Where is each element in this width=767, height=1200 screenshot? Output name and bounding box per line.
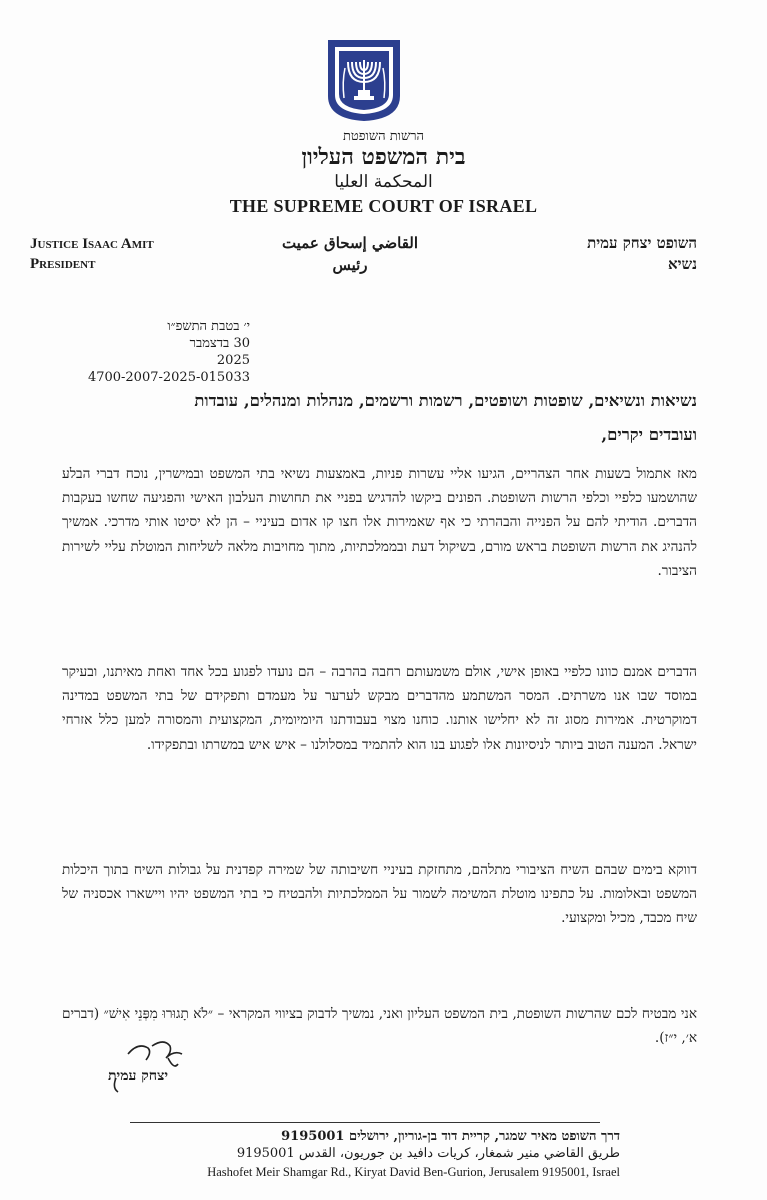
paragraph-2-text: הדברים אמנם כוונו כלפיי באופן אישי, אולם משמעותם רחבה בהרבה – הם נועדו לפגוע בכל אחד ואחת מאיתנו, ובעיקר במוסד שבו אנו משרתים. המסר המשתמע מהדברים מבקש לערער על מעמדם ותפקידם של בתי המשפט במדינה דמוקרטית. אמירות מסוג זה לא יחלישו אותנו. כוחנו מצוי בעבודתנו היומיומית, המקצועית והמסורה למען כלל אזרחי ישראל. המענה הטוב ביותר לניסיונות אלו לפגוע בנו הוא להתמיד במסלולנו – איש איש במשרתו ובתפקידו. [62,664,697,753]
paragraph-4-text: אני מבטיח לכם שהרשות השופטת, בית המשפט העליון ואני, נמשיך לדבוק בציווי המקראי – ״לֹא תָגוּרוּ מִפְּנֵי אִישׁ״ (דברים א׳, י״ז). [62,1006,697,1047]
paragraph-3 [62,858,697,931]
author-hebrew [587,233,697,275]
state-emblem-icon [326,38,402,122]
paragraph-2 [62,660,697,757]
footer-divider [130,1122,600,1123]
address-hebrew: דרך השופט מאיר שמגר, קריית דוד בן-גוריון, ירושלים 9195001 [281,1129,620,1144]
date-block [70,318,250,386]
author-hebrew-role: נשיא [667,255,697,273]
author-english-name: Justice Isaac Amit [30,236,154,252]
hebrew-date: י׳ בטבת התשפ״ו [167,319,250,334]
paragraph-1 [62,462,697,583]
gregorian-date: 30 בדצמבר [189,336,250,351]
address-english: Hashofet Meir Shamgar Rd., Kiryat David Ben-Gurion, Jerusalem 9195001, Israel [207,1165,620,1179]
author-english [30,234,154,274]
judiciary-title: הרשות השופטת [342,129,425,144]
signature-name: יצחק עמית [108,1068,169,1084]
author-arabic-role: رئيس [332,256,368,274]
court-title-hebrew: בית המשפט העליון [301,144,466,170]
author-hebrew-name: השופט יצחק עמית [587,234,697,252]
author-arabic [250,232,450,276]
court-title-english: THE SUPREME COURT OF ISRAEL [229,196,538,216]
reference-number: 4700-2007-2025-015033 [87,370,250,385]
author-english-role: President [30,256,96,272]
court-title-arabic: المحكمة العليا [334,172,433,192]
salutation-line-1: נשיאות ונשיאים, שופטות ושופטים, רשמות ורשמים, מנהלות ומנהלים, עובדות [194,391,697,410]
address-arabic: طريق القاضي منير شمغار، كريات دافيد بن جوريون، القدس 9195001 [236,1146,620,1161]
paragraph-3-text: דווקא בימים שבהם השיח הציבורי מתלהם, מתחזקת בעיניי חשיבותה של שמירה קפדנית על גבולות השיח בתוך היכלות המשפט ובאלומות. על כתפינו מוטלת המשימה לשמור על הממלכתיות ולהבטיח כי בתי המשפט יהיו ויישארו אכסניה של שיח מכבד, מכיל ומקצועי. [62,862,697,927]
handwritten-signature-icon [108,1034,190,1100]
salutation-line-2: ועובדים יקרים, [601,425,697,444]
salutation [62,384,697,452]
paragraph-1-text: מאז אתמול בשעות אחר הצהריים, הגיעו אליי עשרות פניות, באמצעות נשיאי בתי המשפט ובמישרין, נוכח דברי הבלע שהושמעו כלפיי וכלפי הרשות השופטת. הפונים ביקשו להדגיש בפניי את תחושות העלבון האישי והפגיעה שחשו בעקבות הדברים. הודיתי להם על הפנייה והבהרתי כי אף שאמירות אלו חצו קו אדום בעיניי – הן לא יסיטו אותי מדרכי. אמשיך להנהיג את הרשות השופטת בראש מורם, בשיקול דעת ובממלכתיות, מתוך מחויבות מלאה לשליחות המוטלת עליי לשירות הציבור. [62,466,697,579]
author-arabic-name: القاضي إسحاق عميت [281,234,419,252]
gregorian-year: 2025 [216,353,250,368]
